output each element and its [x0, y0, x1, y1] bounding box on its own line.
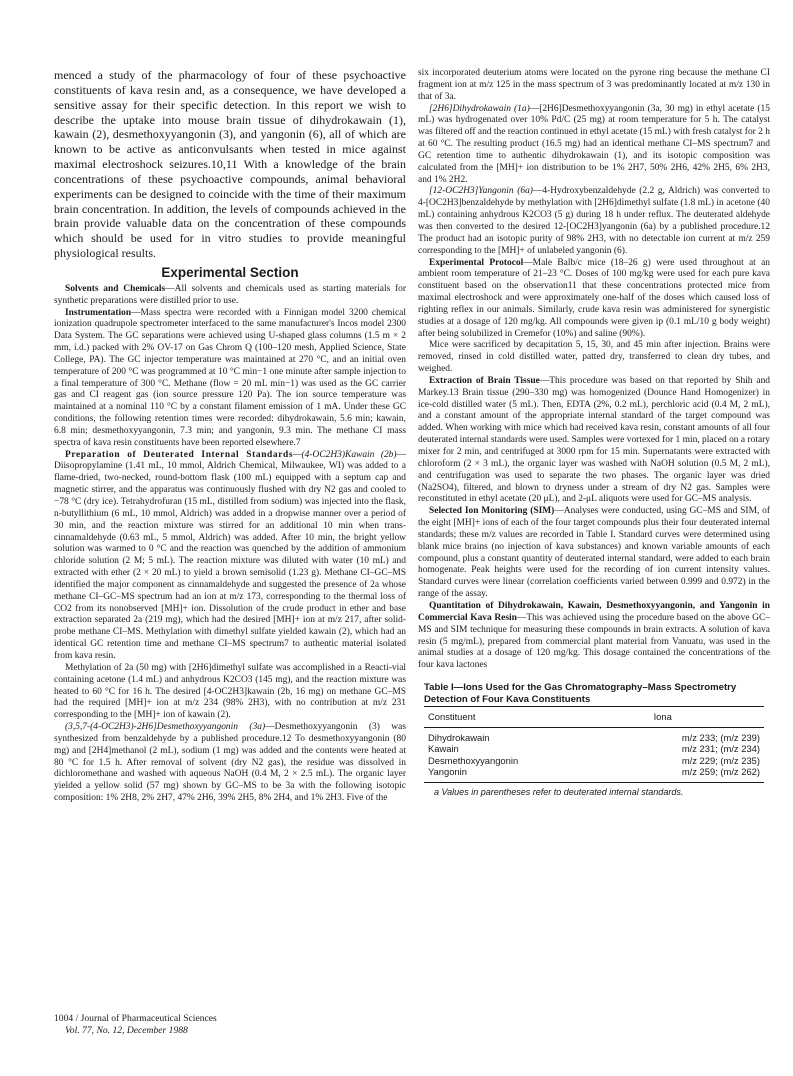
cell-constituent: Desmethoxyyangonin: [428, 754, 519, 766]
cell-ion: m/z 259; (m/z 262): [606, 766, 764, 782]
paragraph-dihydrokawain: [418, 104, 770, 187]
text-yangonin: —4-Hydroxybenzaldehyde (2.2 g, Aldrich) was converted to 4-[OC2H3]benzaldehyde by methylation with [2H6]dimethyl sulfate (1.8 mL) in acetone (40 mL) containing anhydrous K2CO3 (5 g) during 18 h under reflux. The deuterated aldehyde was then converted to the desired 12-[OC2H3]yangonin (6a) by a published procedure.12 The product had an isotopic purity of 98% 2H3, with no detectable ion current at m/z 259 corresponding to the [MH]+ of unlabeled yangonin (6).: [418, 186, 771, 256]
cell-constituent: Kawain: [428, 743, 459, 755]
text-extraction: —This procedure was based on that reported by Shih and Markey.13 Brain tissue (290–330 mg) was homogenized (Dounce Hand Homogenizer) in ice-cold distilled water (5 mL). Then, EDTA (2%, 0.2 mL), perchloric acid (0.4 M, 2 mL), and a constant amount of the appropriate internal standard of the target compound was added. When working with mice which had received kava resin, constant amounts of all four deuterated internal standards were used. Samples were vortexed for 1 min, placed on a rotary mixer for 2 min, and centrifuged at 3000 rpm for 15 min. Supernatants were extracted with chloroform (2 × 3 mL), the organic layer was washed with NaOH solution (0.5 M, 2 mL), and centrifugation was used to separate the two phases. The organic layer was dried (Na2SO4), filtered, and blown to dryness under a stream of dry N2 gas. Samples were reconstituted in ethyl acetate (20 μL), and 2-μL aliquots were used for GC–MS analysis.: [418, 375, 771, 505]
paragraph-desmethoxyyangonin: [54, 722, 406, 805]
heading-protocol: Experimental Protocol: [429, 257, 524, 268]
text-protocol: —Male Balb/c mice (18–26 g) were used throughout at an ambient room temperature of 21–23 °C. Doses of 100 mg/kg were used for each pure kava constituent based on the observation11 that these concentrations protected mice from maximal electroshock and were approximately one-half of the doses which caused loss of righting reflex in our animals. Similarly, crude kava resin was administered for synergistic studies at a dosage of 120 mg/kg. All compounds were given ip (0.1 mL/10 g body weight) after being solubilized in Cremefor (10%) and saline (90%).: [418, 257, 770, 339]
footer-volume: Vol. 77, No. 12, December 1988: [65, 1025, 188, 1036]
cell-ion: m/z 229; (m/z 235): [681, 754, 760, 766]
compound-dihydrokawain-1a: [2H6]Dihydrokawain (1a): [429, 103, 530, 114]
heading-extraction: Extraction of Brain Tissue: [429, 375, 540, 386]
heading-sim: Selected Ion Monitoring (SIM): [429, 506, 555, 517]
right-column: [418, 68, 770, 798]
paragraph-yangonin: [418, 186, 770, 257]
paragraph-quantitation: [418, 601, 770, 672]
column-header-constituent: Constituent: [424, 707, 606, 728]
cell-ion: m/z 231; (m/z 234): [681, 743, 760, 755]
compound-desmethoxyyangonin-3a: (3,5,7-(4-OC2H3)-2H6]Desmethoxyyangonin (3a): [65, 722, 266, 733]
table-footnote: a Values in parentheses refer to deuterated internal standards.: [434, 786, 684, 797]
paragraph-protocol: [418, 258, 770, 341]
table-row: [424, 743, 764, 755]
column-header-ion: Iona: [606, 707, 764, 728]
cell-ion: m/z 233; (m/z 239): [681, 731, 760, 743]
table-ions: [418, 682, 770, 798]
text-preparation: —Diisopropylamine (1.41 mL, 10 mmol, Aldrich Chemical, Milwaukee, WI) was added to a flame-dried, two-necked, round-bottom flask (100 mL) equipped with a septum cap and magnetic stirrer, and the apparatus was continuously flushed with dry N2 gas and cooled to −78 °C (dry ice). Tetrahydrofuran (15 mL, distilled from sodium) was injected into the flask, n-butyllithium (6 mL, 10 mmol, Aldrich) was added in a dropwise manner over a period of 30 min, and the reaction mixture was stirred for an additional 10 min when trans-cinnamaldehyde (0.63 mL, 5 mmol, Aldrich) was added. After 10 min, the bright yellow solution was warmed to 0 °C and the reaction was quenched by the addition of ammonium chloride solution (2 M; 5 mL). The reaction mixture was diluted with water (10 mL) and extracted with ether (2 × 20 mL) to yield a brown semisolid (1.23 g). Methane CI–GC–MS identified the major component as cinnamaldehyde and suggested the presence of 2a whose methane CI–GC–MS spectrum had an ion at m/z 173, corresponding to the thermal loss of CO2 from its nonobserved [MH]+ ion. Dissolution of the crude product in ether and base extraction separated 2a (219 mg), which had the desired [MH]+ ion at m/z 217, after solid-probe methane CI–MS. Methylation with dimethyl sulfate yielded kawain (2), which had an identical GC retention time and methane CI–MS spectrum7 to authentic material isolated from kava resin.: [54, 449, 406, 661]
cell-constituent: Dihydrokawain: [428, 731, 490, 743]
text-dihydrokawain: —[2H6]Desmethoxyyangonin (3a, 30 mg) in ethyl acetate (15 mL) was hydrogenated over 10% Pd/C (25 mg) at room temperature for 5 h. The catalyst was filtered off and the reaction continued in ethyl acetate (15 mL) with fresh catalyst for 2 h at 60 °C. The resulting product (16.5 mg) had an identical methane CI–MS spectrum7 and GC retention time to authentic dihydrokawain (1), and its isotopic composition was calculated from the [MH]+ ion distribution to be 1% 2H7, 50% 2H6, 42% 2H5, 6% 2H3, and 1% 2H2.: [418, 103, 770, 185]
table-row: [424, 727, 764, 743]
text-quantitation: —This was achieved using the procedure based on the above GC–MS and SIM technique for measuring these compounds in brain extracts. A solution of kava resin (5 mg/mL), prepared from commercial plant material from Vanuatu, was used in the animal studies at a dosage of 120 mg/kg. This dosage contained the concentrations of the four kava lactones: [418, 612, 770, 671]
table-title: Table I—Ions Used for the Gas Chromatography–Mass Spectrometry Detection of Four Kava Constituents: [424, 682, 737, 706]
cell-constituent: Yangonin: [424, 766, 606, 782]
paragraph-mice: Mice were sacrificed by decapitation 5, 15, 30, and 45 min after injection. Brains were removed, rinsed in cold distilled water, patted dry, transferred to clean dry tubes, and weighed.: [418, 340, 770, 375]
left-column: [54, 68, 406, 805]
heading-instrumentation: Instrumentation: [65, 307, 132, 318]
intro-paragraph: menced a study of the pharmacology of four of these psychoactive constituents of kava resin and, as a consequence, we have developed a sensitive assay for their specific detection. In this report we wish to describe the uptake into mouse brain tissue of dihydrokawain (1), kawain (2), desmethoxyyangonin (3), and yangonin (6), all of which are known to be active as anticonvulsants when tested in mice against maximal electroshock seizures.10,11 With a knowledge of the brain concentrations of these psychoactive compounds, animal behavioral experiments can be designed to coincide with the time of their maximum brain concentration. In addition, the levels of compounds achieved in the brain provide valuable data on the concentration of these compounds which should be used for in vitro studies to provide meaningful physiological results.: [54, 68, 406, 261]
table-row: [424, 766, 764, 782]
text-instrumentation: —Mass spectra were recorded with a Finnigan model 3200 chemical ionization quadrupole spectrometer interfaced to the same manufacturer's Incos model 2300 Data System. The GC separations were achieved using U-shaped glass columns (1.5 m × 2 mm, i.d.) packed with 2% OV-17 on Gas Chrom Q (100–120 mesh, Applied Science, State College, PA). The GC injector temperature was maintained at 270 °C, and an initial oven temperature of 200 °C was programmed at 10 °C min−1 one minute after sample injection to a final temperature of 300 °C. Methane (flow = 20 mL min−1) was used as the GC carrier gas and CI reagent gas (ion source pressure 120 Pa). The ion source temperature was maintained at a nominal 110 °C by a constant filament emission of 1 mA. Under these GC conditions, the following retention times were recorded: dihydrokawain, 5.6 min; kawain, 6.8 min; desmethoxyyangonin, 7.3 min; and yangonin, 9.3 min. The methane CI mass spectra of kava resin constituents have been reported elsewhere.7: [54, 307, 406, 448]
text-desmethoxyyangonin: —Desmethoxyyangonin (3) was synthesized from benzaldehyde by a published procedure.12 To desmethoxyyangonin (80 mg) and [2H4]methanol (2 mL), sodium (1 mg) was added and the contents were heated at 80 °C for 1.5 h. After removal of solvent (dry N2 gas), the residue was dissolved in dichloromethane and washed with aqueous NaOH (0.4 M, 2 × 2.5 mL). The organic layer yielded a yellow solid (57 mg) shown by GC–MS to be 3a with the following isotopic composition: 1% 2H8, 2% 2H7, 47% 2H6, 39% 2H5, 8% 2H4, and 1% 2H3. Five of the: [54, 722, 406, 804]
paragraph-continuation: six incorporated deuterium atoms were located on the pyrone ring because the methane CI fragment ion at m/z 125 in the mass spectrum of 3 was predominantly located at m/z 130 in that of 3a.: [418, 68, 770, 102]
text-solvents: —All solvents and chemicals used as starting materials for synthetic preparations were distilled prior to use.: [54, 283, 406, 306]
text-sim: —Analyses were conducted, using GC–MS and SIM, of the eight [MH]+ ions of each of the four target compounds plus their four deuterated internal standards; these m/z values are recorded in Table I. Standard curves were determined using blank mice brains (no injection of kava substances) and known variable amounts of each compound, plus a constant quantity of deuterated internal standard, were added to each brain homogenate. Peak heights were used for the recording of ion current intensity values. Standard curves were linear (correlation coefficients varied between 0.999 and 0.972) in the range of the assay.: [418, 506, 770, 600]
footer-journal: 1004 / Journal of Pharmaceutical Sciences: [54, 1013, 217, 1024]
heading-preparation: Preparation of Deuterated Internal Standards: [65, 449, 294, 460]
compound-kawain-2b: —(4-OC2H3)Kawain (2b): [293, 449, 397, 460]
compound-yangonin-6a: [12-OC2H3]Yangonin (6a): [429, 186, 533, 197]
ions-table: [424, 706, 764, 783]
paragraph-sim: [418, 506, 770, 601]
paragraph-extraction: [418, 376, 770, 506]
heading-quantitation: Quantitation of Dihydrokawain, Kawain, Desmethoxyyangonin, and Yangonin in Commercial Kava Resin: [418, 600, 770, 623]
paragraph-methylation: Methylation of 2a (50 mg) with [2H6]dimethyl sulfate was accomplished in a Reacti-vial containing acetone (1.4 mL) and anhydrous K2CO3 (145 mg), and the reaction mixture was heated to 60 °C for 16 h. The desired [4-OC2H3]kawain (2b, 16 mg) on methane GC–MS had the required [MH]+ ion at m/z 234 (98% 2H3), with no contribution at m/z 231 corresponding to the [MH]+ ion of kawain (2).: [54, 662, 406, 721]
paragraph-instrumentation: [54, 308, 406, 450]
paragraph-preparation: [54, 450, 406, 663]
table-row: [424, 755, 764, 767]
page-footer: [54, 1013, 217, 1037]
paragraph-solvents: [54, 284, 406, 308]
section-heading-experimental: Experimental Section: [161, 264, 299, 280]
heading-solvents: Solvents and Chemicals: [65, 283, 166, 294]
